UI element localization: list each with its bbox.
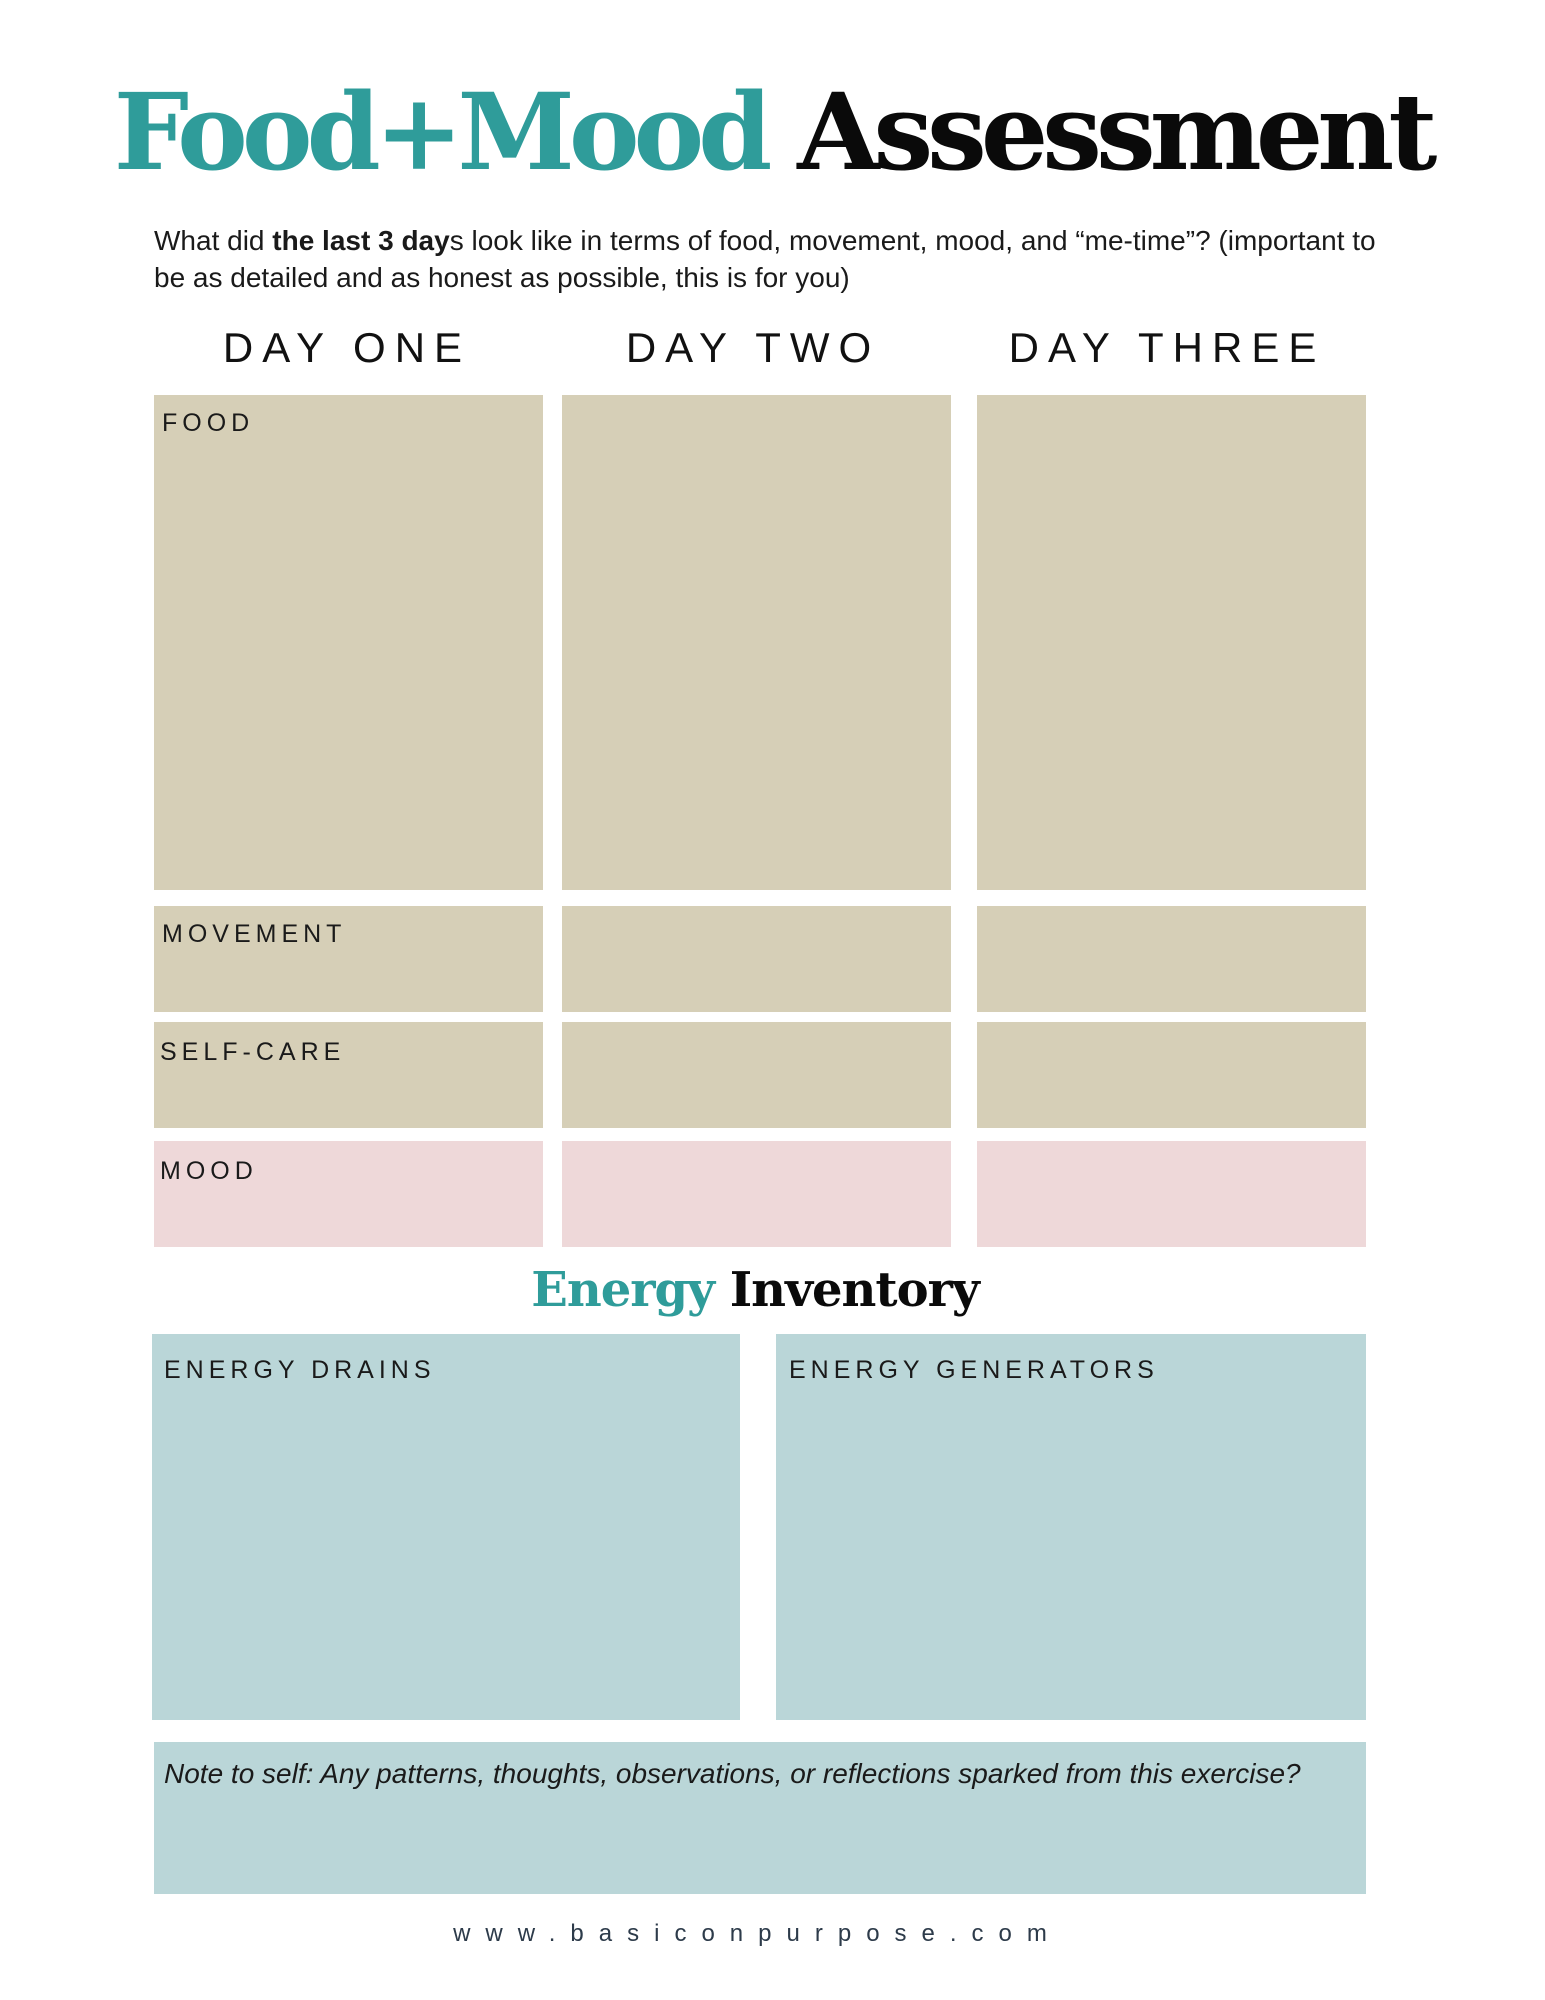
food-label: FOOD <box>162 409 255 437</box>
self-care-day-one-box[interactable] <box>154 1022 543 1128</box>
energy-generators-label: ENERGY GENERATORS <box>789 1356 1159 1384</box>
movement-label: MOVEMENT <box>162 920 347 948</box>
mood-day-one-box[interactable] <box>154 1141 543 1247</box>
self-care-day-two-box[interactable] <box>562 1022 951 1128</box>
food-day-three-box[interactable] <box>977 395 1366 890</box>
self-care-label: SELF-CARE <box>160 1038 346 1066</box>
footer-website[interactable]: www.basiconpurpose.com <box>453 1920 1062 1947</box>
title-rest: Assessment <box>797 69 1432 194</box>
intro-text <box>154 222 1394 296</box>
self-care-day-three-box[interactable] <box>977 1022 1366 1128</box>
energy-inventory-title <box>0 1255 1510 1325</box>
food-day-two-box[interactable] <box>562 395 951 890</box>
energy-drains-label: ENERGY DRAINS <box>164 1356 436 1384</box>
intro-after-bold: s look like in terms of food, movement, mood, and “me-time”? (important to be as detailed and as honest as possible, this is for you) <box>154 225 1376 293</box>
energy-title-accent: Energy <box>531 1262 714 1318</box>
intro-before-bold: What did <box>154 225 273 256</box>
day-one-header: DAY ONE <box>222 324 472 371</box>
intro-bold: the last 3 day <box>272 225 450 256</box>
movement-day-one-box[interactable] <box>154 906 543 1012</box>
day-three-header: DAY THREE <box>1008 324 1326 371</box>
mood-day-three-box[interactable] <box>977 1141 1366 1247</box>
note-to-self-prompt: Note to self: Any patterns, thoughts, observations, or reflections sparked from this exercise? <box>164 1758 1301 1789</box>
movement-day-two-box[interactable] <box>562 906 951 1012</box>
page-title <box>0 62 1545 202</box>
food-day-one-box[interactable] <box>154 395 543 890</box>
energy-title-rest: Inventory <box>729 1262 979 1318</box>
energy-generators-box[interactable] <box>776 1334 1366 1720</box>
title-accent: Food+Mood <box>113 69 767 194</box>
movement-day-three-box[interactable] <box>977 906 1366 1012</box>
mood-label: MOOD <box>160 1157 258 1185</box>
day-two-header: DAY TWO <box>625 324 881 371</box>
note-to-self-box[interactable] <box>154 1742 1366 1894</box>
energy-drains-box[interactable] <box>152 1334 740 1720</box>
mood-day-two-box[interactable] <box>562 1141 951 1247</box>
